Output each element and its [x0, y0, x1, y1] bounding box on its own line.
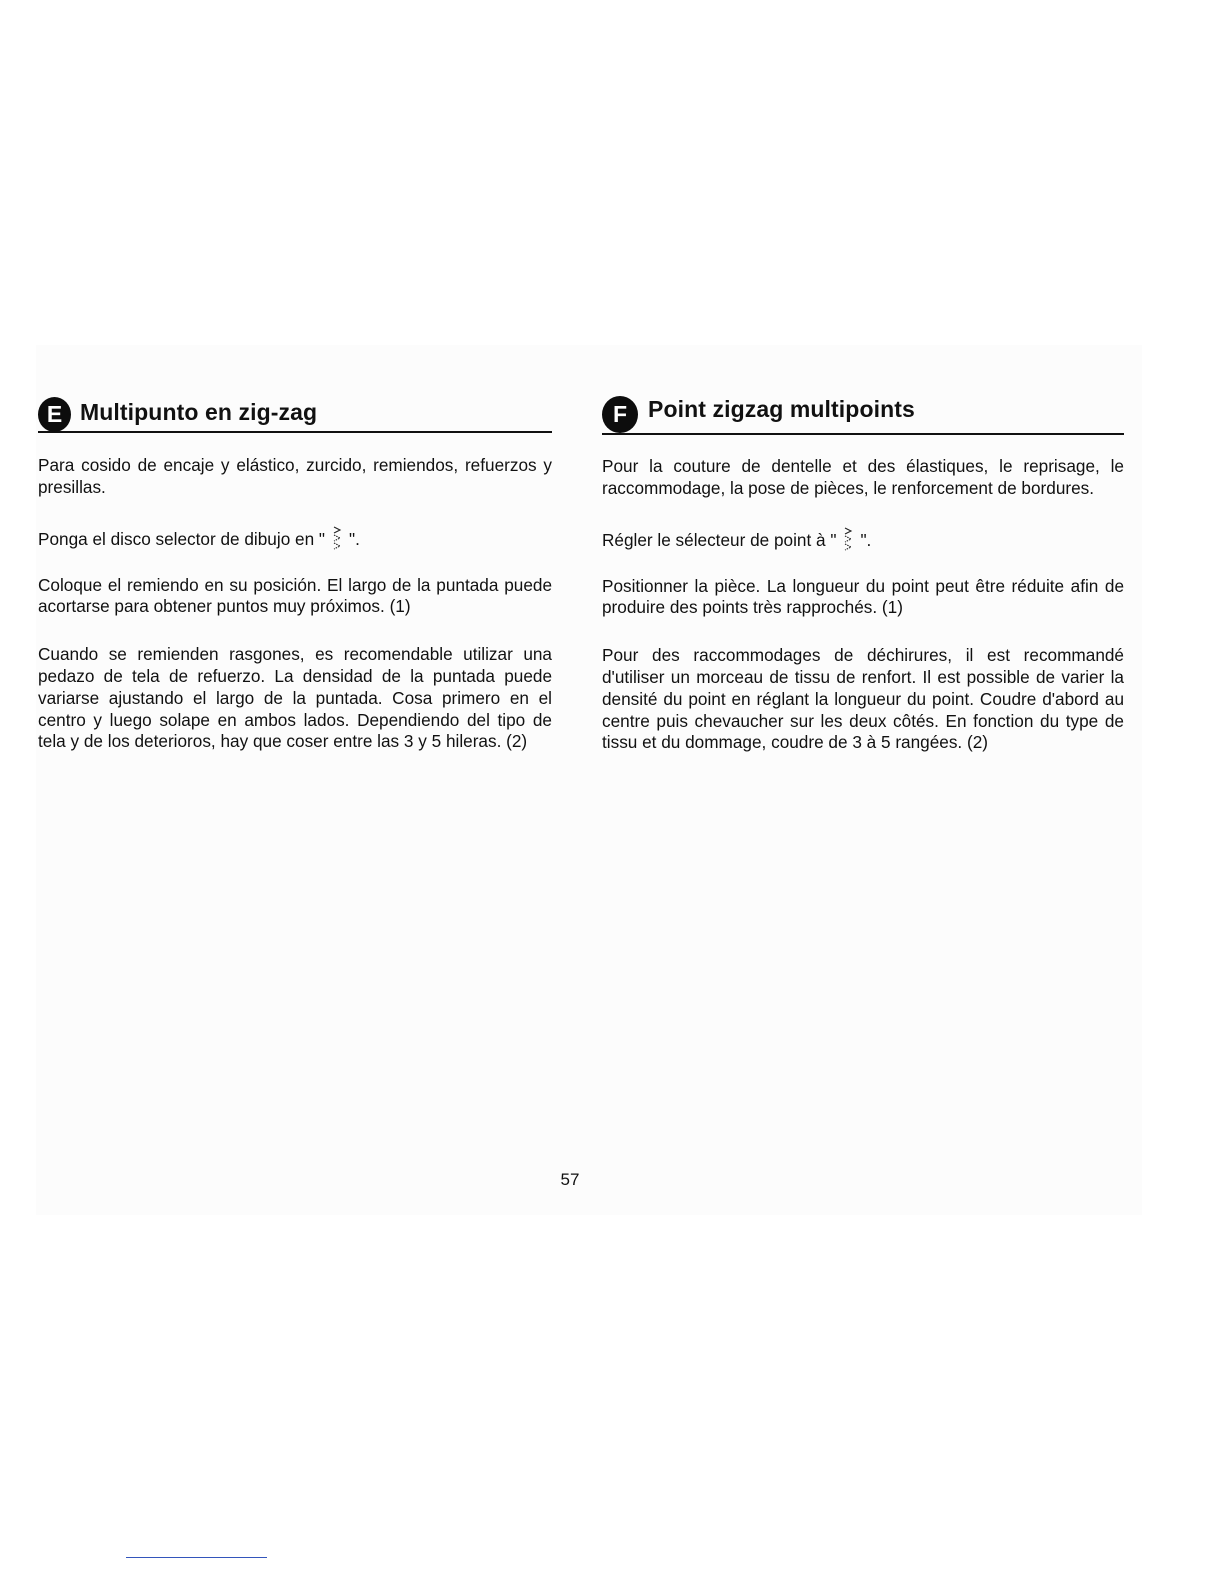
paragraph-repair: Pour des raccommodages de déchirures, il est recommandé d'utiliser un morceau de tissu de renfort. Il est possible de varier la densité du point en réglant la longueur du point. Coudre d'abord au centre puis chevaucher sur les deux côtés. En fonction du type de tissu et du dommage, coudre de 3 à 5 rangées. (2) [602, 645, 1124, 753]
selector-text-after: ". [349, 528, 360, 549]
multi-step-zigzag-icon [331, 525, 343, 551]
paragraph-positioning: Positionner la pièce. La longueur du point peut être réduite afin de produire des points très rapprochés. (1) [602, 575, 1124, 618]
paragraph-selector [602, 526, 1124, 552]
spanish-heading [38, 395, 552, 433]
paragraph-positioning: Coloque el remiendo en su posición. El largo de la puntada puede acortarse para obtener puntos muy próximos. (1) [38, 574, 552, 617]
paragraph-purpose: Para cosido de encaje y elástico, zurcido, remiendos, refuerzos y presillas. [38, 455, 552, 497]
language-badge-e: E [38, 397, 71, 432]
spanish-column [38, 395, 552, 753]
paragraph-purpose: Pour la couture de dentelle et des élastiques, le reprisage, le raccommodage, la pose de pièces, le renforcement de bordures. [602, 456, 1124, 498]
french-column [602, 395, 1124, 754]
bottom-rule [126, 1557, 267, 1558]
language-badge-f: F [602, 396, 638, 433]
selector-text-after: ". [860, 529, 872, 550]
page-number: 57 [560, 1170, 580, 1189]
french-heading [602, 395, 1124, 435]
section-title: Point zigzag multipoints [648, 396, 915, 422]
section-title: Multipunto en zig-zag [80, 399, 318, 425]
selector-text-before: Régler le sélecteur de point à " [602, 529, 837, 550]
selector-text-before: Ponga el disco selector de dibujo en " [38, 528, 326, 549]
paragraph-repair: Cuando se remienden rasgones, es recomendable utilizar una pedazo de tela de refuerzo. La densidad de la puntada puede variarse ajustando el largo de la puntada. Cosa primero en el centro y luego solape en ambos lados. Dependiendo del tipo de tela y de los deterioros, hay que coser entre las 3 y 5 hileras. (2) [38, 644, 552, 752]
multi-step-zigzag-icon [842, 526, 854, 552]
paragraph-selector [38, 525, 552, 551]
